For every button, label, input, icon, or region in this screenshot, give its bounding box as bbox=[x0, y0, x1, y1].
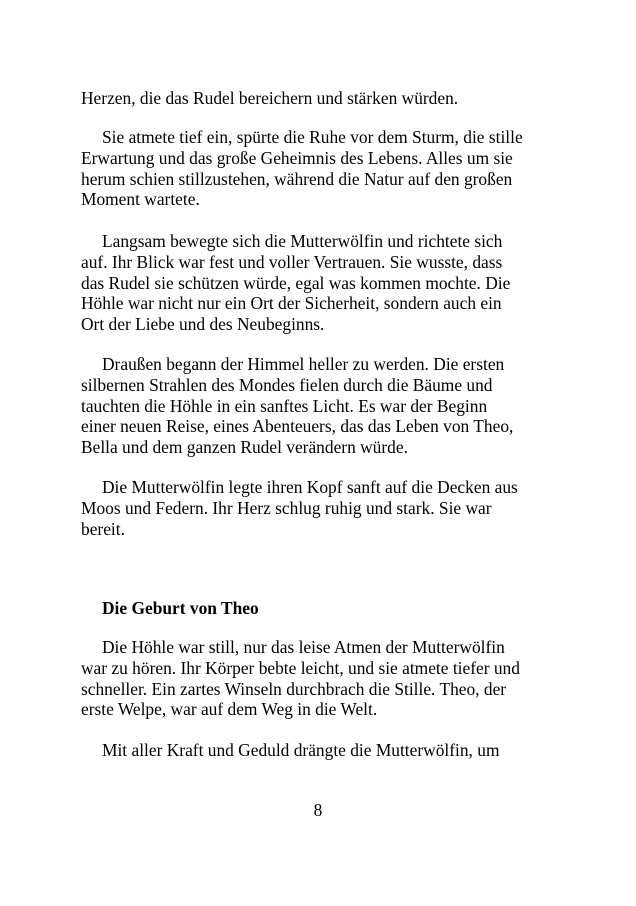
text-line: Herzen, die das Rudel bereichern und stärken würden. bbox=[81, 88, 459, 108]
text-line: das Rudel sie schützen würde, egal was kommen mochte. Die bbox=[81, 272, 511, 293]
text-line: Sie atmete tief ein, spürte die Ruhe vor dem Sturm, die stille bbox=[102, 127, 523, 147]
text-line: war zu hören. Ihr Körper bebte leicht, und sie atmete tiefer und bbox=[81, 657, 520, 678]
paragraph bbox=[81, 354, 543, 458]
paragraph bbox=[81, 127, 543, 210]
text-line: auf. Ihr Blick war fest und voller Vertrauen. Sie wusste, dass bbox=[81, 251, 503, 272]
text-line: Höhle war nicht nur ein Ort der Sicherheit, sondern auch ein bbox=[81, 293, 502, 314]
text-line: Moos und Federn. Ihr Herz schlug ruhig und stark. Sie war bbox=[81, 497, 492, 518]
text-line: Moment wartete. bbox=[81, 189, 200, 210]
text-line: schneller. Ein zartes Winseln durchbrach die Stille. Theo, der bbox=[81, 678, 507, 699]
text-line: silbernen Strahlen des Mondes fielen durch die Bäume und bbox=[81, 374, 493, 395]
page-number: 8 bbox=[313, 800, 323, 820]
text-line: Ort der Liebe und des Neubeginns. bbox=[81, 314, 325, 335]
text-line: einer neuen Reise, eines Abenteuers, das das Leben von Theo, bbox=[81, 416, 514, 437]
text-line: Langsam bewegte sich die Mutterwölfin und richtete sich bbox=[102, 231, 503, 251]
text-line: Erwartung und das große Geheimnis des Lebens. Alles um sie bbox=[81, 147, 513, 168]
text-line: Die Höhle war still, nur das leise Atmen der Mutterwölfin bbox=[102, 637, 505, 657]
text-line: erste Welpe, war auf dem Weg in die Welt. bbox=[81, 699, 378, 720]
paragraph bbox=[81, 477, 543, 539]
text-line: Draußen begann der Himmel heller zu werden. Die ersten bbox=[102, 354, 505, 374]
text-line: Mit aller Kraft und Geduld drängte die Mutterwölfin, um bbox=[102, 740, 500, 760]
text-line: Die Mutterwölfin legte ihren Kopf sanft auf die Decken aus bbox=[102, 477, 518, 497]
chapter-heading: Die Geburt von Theo bbox=[102, 598, 259, 618]
text-line: bereit. bbox=[81, 518, 125, 539]
text-line: tauchten die Höhle in ein sanftes Licht. Es war der Beginn bbox=[81, 395, 488, 416]
paragraph-continued bbox=[81, 88, 543, 109]
paragraph bbox=[81, 637, 543, 720]
text-line: herum schien stillzustehen, während die Natur auf den großen bbox=[81, 168, 513, 189]
paragraph bbox=[81, 231, 543, 335]
text-line: Bella und dem ganzen Rudel verändern würde. bbox=[81, 437, 408, 458]
paragraph bbox=[81, 740, 543, 761]
